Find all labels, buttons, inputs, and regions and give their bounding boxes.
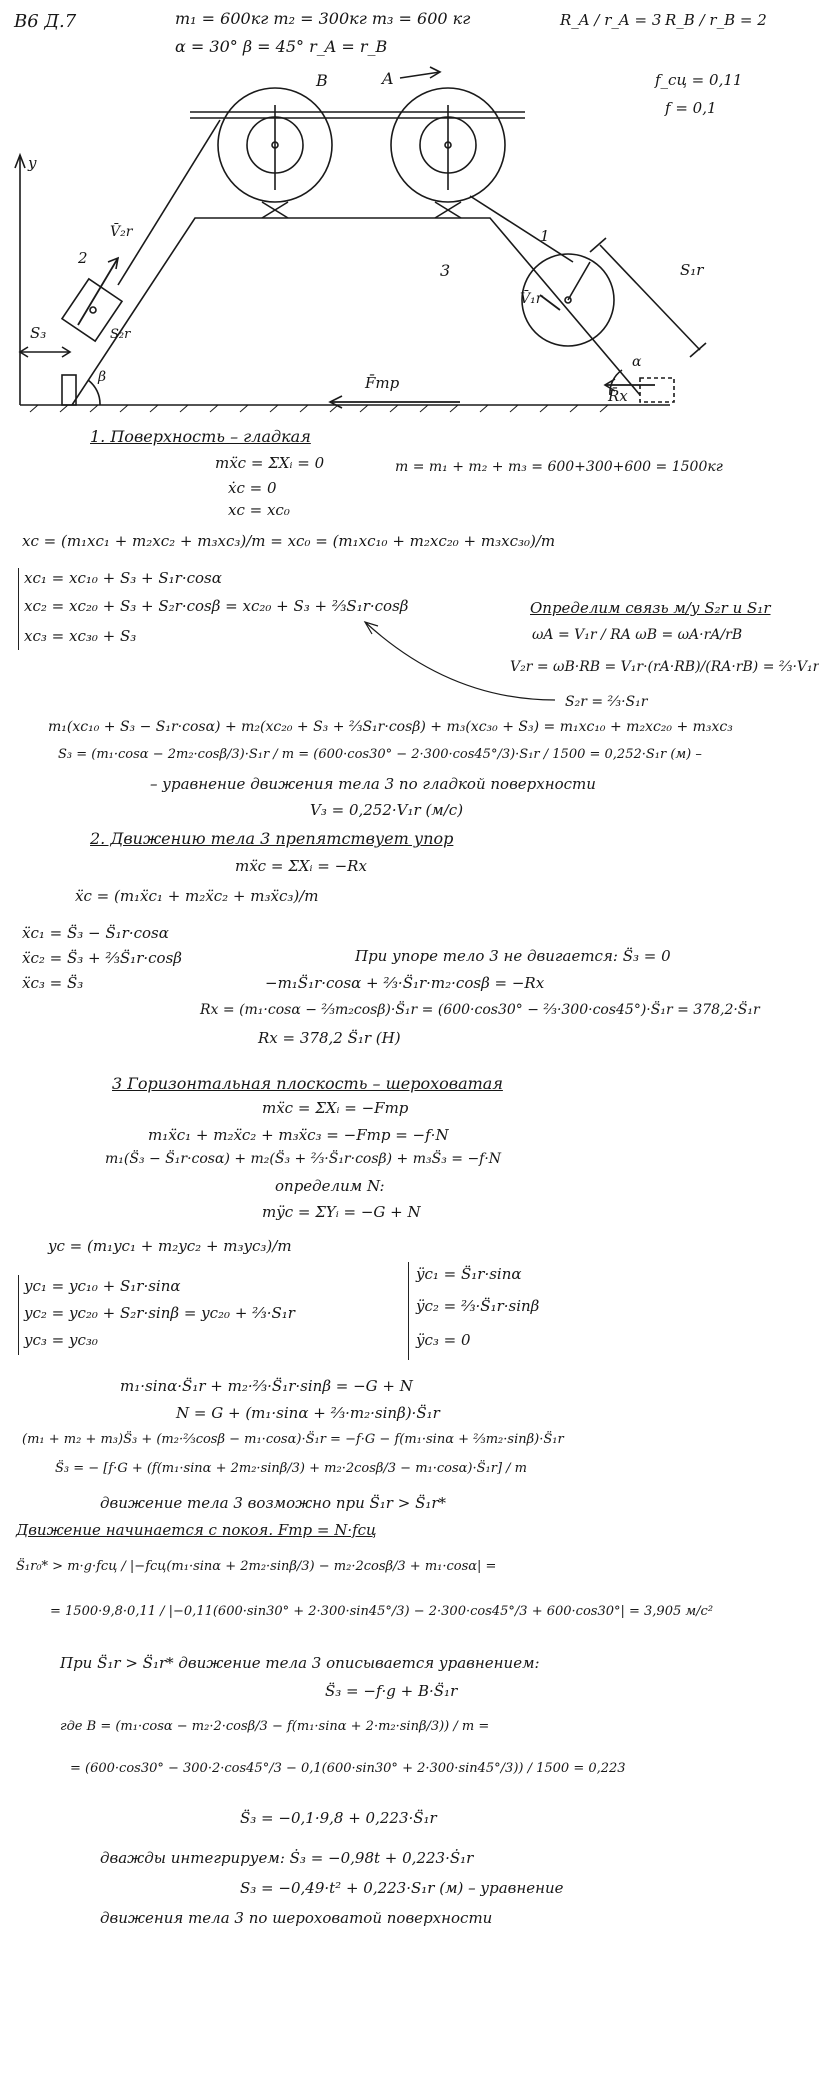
s2-line-2: ẍc₁ = S̈₃ − S̈₁r·cosα: [22, 924, 169, 942]
s1-line-0: mẍc = ΣXᵢ = 0: [215, 454, 325, 472]
s1-line-5: xc₁ = xc₁₀ + S₃ + S₁r·cosα: [24, 569, 222, 587]
s2-line-3: ẍc₂ = S̈₃ + ⅔S̈₁r·cosβ: [22, 949, 182, 967]
s3-line-15: S̈₃ = − [f·G + (f(m₁·sinα + 2m₂·sinβ/3) + m₂·2cosβ/3 − m₁·cosα)·S̈₁r] / m: [55, 1461, 528, 1476]
friction-static: f_сц = 0,11: [655, 71, 743, 89]
s3-line-5: yc = (m₁yc₁ + m₂yc₂ + m₃yc₃)/m: [48, 1237, 292, 1255]
s3-line-18: S̈₁r₀* > m·g·fсц / |−fсц(m₁·sinα + 2m₂·sinβ/3) − m₂·2cosβ/3 + m₁·cosα| =: [16, 1559, 497, 1574]
label-alpha: α: [632, 354, 642, 370]
s3-line-0: mẍc = ΣXᵢ = −Fтр: [262, 1099, 409, 1117]
s3-line-11: ÿc₃ = 0: [416, 1331, 471, 1349]
s2-line-7: Rx = (m₁·cosα − ⅔m₂cosβ)·S̈₁r = (600·cos30° − ⅔·300·cos45°)·S̈₁r = 378,2·S̈₁r: [200, 1002, 760, 1018]
s3-line-9: ÿc₁ = S̈₁r·sinα: [416, 1265, 522, 1283]
s2-line-8: Rx = 378,2 S̈₁r (Н): [258, 1029, 401, 1047]
s1-line-6: xc₂ = xc₂₀ + S₃ + S₂r·cosβ = xc₂₀ + S₃ + ⅔S₁r·cosβ: [24, 597, 409, 615]
s1-line-13: S₃ = (m₁·cosα − 2m₂·cosβ/3)·S₁r / m = (600·cos30° − 2·300·cos45°/3)·S₁r / 1500 = 0,252·S₁r (м) –: [58, 747, 702, 762]
s3-line-24: S̈₃ = −0,1·9,8 + 0,223·S̈₁r: [240, 1809, 437, 1827]
s3-line-12: m₁·sinα·S̈₁r + m₂·⅔·S̈₁r·sinβ = −G + N: [120, 1377, 413, 1395]
section-2-title: 2. Движению тела 3 препятствует упор: [90, 829, 454, 848]
s3-line-4: mÿc = ΣYᵢ = −G + N: [262, 1203, 421, 1221]
s1-line-12: m₁(xc₁₀ + S₃ − S₁r·cosα) + m₂(xc₂₀ + S₃ + ⅔S₁r·cosβ) + m₃(xc₃₀ + S₃) = m₁xc₁₀ + m₂xc₂₀ + m₃xc₃: [48, 719, 733, 735]
s3-line-27: движения тела 3 по шероховатой поверхности: [100, 1909, 493, 1927]
s1-line-15: V₃ = 0,252·V₁r (м/с): [310, 801, 464, 819]
s2-line-6: −m₁S̈₁r·cosα + ⅔·S̈₁r·m₂·cosβ = −Rx: [265, 974, 545, 992]
s2-line-1: ẍc = (m₁ẍc₁ + m₂ẍc₂ + m₃ẍc₃)/m: [75, 887, 319, 905]
label-friction: F̄тр: [365, 374, 400, 392]
s1-line-1: m = m₁ + m₂ + m₃ = 600+300+600 = 1500кг: [395, 459, 723, 475]
brace-yc-ddot: [408, 1262, 409, 1360]
s2-line-4: ẍc₃ = S̈₃: [22, 974, 84, 992]
s3-line-19: = 1500·9,8·0,11 / |−0,11(600·sin30° + 2·300·sin45°/3) − 2·300·cos45°/3 + 600·cos30°| = 3,905 м/с²: [50, 1604, 714, 1619]
masses-line: m₁ = 600кг m₂ = 300кг m₃ = 600 кг: [175, 9, 471, 28]
s1-line-2: ẋc = 0: [228, 479, 277, 497]
s3-line-20: При S̈₁r > S̈₁r* движение тела 3 описывается уравнением:: [60, 1654, 540, 1672]
label-body-1: 1: [540, 227, 550, 245]
s3-line-10: ÿc₂ = ⅔·S̈₁r·sinβ: [416, 1297, 540, 1315]
friction-kinetic: f = 0,1: [665, 99, 717, 117]
s3-line-2: m₁(S̈₃ − S̈₁r·cosα) + m₂(S̈₃ + ⅔·S̈₁r·cosβ) + m₃S̈₃ = −f·N: [105, 1151, 502, 1167]
s3-line-1: m₁ẍc₁ + m₂ẍc₂ + m₃ẍc₃ = −Fтр = −f·N: [148, 1126, 449, 1144]
s3-line-6: yc₁ = yc₁₀ + S₁r·sinα: [24, 1277, 181, 1295]
s3-line-8: yc₃ = yc₃₀: [24, 1331, 98, 1349]
s3-line-14: (m₁ + m₂ + m₃)S̈₃ + (m₂·⅔cosβ − m₁·cosα)·S̈₁r = −f·G − f(m₁·sinα + ⅔m₂·sinβ)·S̈₁r: [22, 1432, 564, 1447]
s3-line-7: yc₂ = yc₂₀ + S₂r·sinβ = yc₂₀ + ⅔·S₁r: [24, 1304, 295, 1322]
s3-line-25: дважды интегрируем: Ṡ₃ = −0,98t + 0,223·Ṡ₁r: [100, 1849, 474, 1867]
s3-line-17: Движение начинается с покоя. Fтр = N·fсц: [16, 1521, 377, 1539]
s3-line-26: S₃ = −0,49·t² + 0,223·S₁r (м) – уравнение: [240, 1879, 564, 1897]
variant-label: В6 Д.7: [14, 11, 77, 32]
label-beta: β: [98, 369, 107, 385]
label-s3: S₃: [30, 324, 47, 342]
label-v1r: V̄₁r: [520, 291, 543, 307]
s1-line-11: S₂r = ⅔·S₁r: [565, 694, 648, 710]
s3-line-23: = (600·cos30° − 300·2·cos45°/3 − 0,1(600·sin30° + 2·300·sin45°/3)) / 1500 = 0,223: [70, 1761, 626, 1776]
s3-line-22: где B = (m₁·cosα − m₂·2·cosβ/3 − f(m₁·sinα + 2·m₂·sinβ/3)) / m =: [60, 1719, 490, 1734]
label-s1r: S₁r: [680, 261, 704, 279]
label-y: y: [28, 154, 37, 172]
link-arrow: [0, 0, 784, 760]
label-v2r: V̄₂r: [110, 224, 133, 240]
s1-line-7: xc₃ = xc₃₀ + S₃: [24, 627, 137, 645]
angles-line: α = 30° β = 45° r_A = r_B: [175, 37, 388, 56]
section-3-title: 3 Горизонтальная плоскость – шероховатая: [112, 1074, 503, 1093]
s1-line-9: ωA = V₁r / RA ωB = ωA·rA/rB: [532, 627, 743, 643]
ratio-b: R_B / r_B = 2: [665, 11, 767, 29]
label-pulley-a: A: [382, 69, 394, 88]
s1-line-3: xc = xc₀: [228, 501, 290, 519]
label-body-2: 2: [78, 249, 88, 267]
s2-line-0: mẍc = ΣXᵢ = −Rx: [235, 857, 367, 875]
section-1-title: 1. Поверхность – гладкая: [90, 427, 311, 446]
s1-line-8: Определим связь м/у S₂r и S₁r: [530, 599, 771, 617]
s3-line-21: S̈₃ = −f·g + B·S̈₁r: [325, 1682, 458, 1700]
s3-line-3: определим N:: [275, 1177, 385, 1195]
ratio-a: R_A / r_A = 3: [560, 11, 662, 29]
s2-line-5: При упоре тело 3 не двигается: S̈₃ = 0: [355, 947, 671, 965]
s3-line-13: N = G + (m₁·sinα + ⅔·m₂·sinβ)·S̈₁r: [176, 1404, 440, 1422]
s1-line-14: – уравнение движения тела 3 по гладкой поверхности: [150, 775, 596, 793]
s1-line-4: xc = (m₁xc₁ + m₂xc₂ + m₃xc₃)/m = xc₀ = (m₁xc₁₀ + m₂xc₂₀ + m₃xc₃₀)/m: [22, 532, 556, 550]
label-rx: R̄x: [608, 387, 628, 405]
brace-yc: [18, 1275, 19, 1355]
label-s2r: S₂r: [110, 327, 131, 342]
label-body-3: 3: [440, 261, 451, 280]
label-pulley-b: B: [316, 71, 328, 90]
s1-line-10: V₂r = ωB·RB = V₁r·(rA·RB)/(RA·rB) = ⅔·V₁r: [510, 659, 819, 675]
s3-line-16: движение тела 3 возможно при S̈₁r > S̈₁r*: [100, 1494, 447, 1512]
